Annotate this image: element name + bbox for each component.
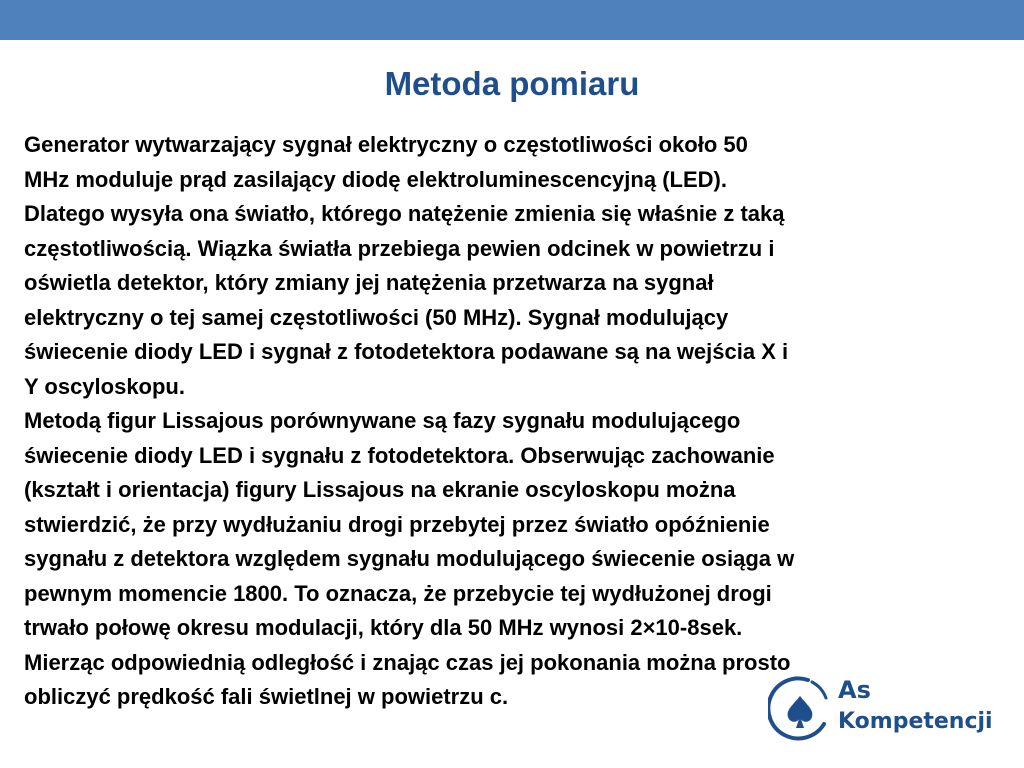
text-line: stwierdzić, że przy wydłużaniu drogi przebytej przez światło opóźnienie: [24, 511, 770, 537]
text-line: częstotliwością. Wiązka światła przebiega pewien odcinek w powietrzu i: [24, 235, 775, 261]
paragraph-1: [24, 128, 1024, 404]
text-line: świecenie diody LED i sygnału z fotodetektora. Obserwując zachowanie: [24, 442, 775, 468]
text-line: Y oscyloskopu.: [24, 373, 185, 399]
text-line: oświetla detektor, który zmiany jej natężenia przetwarza na sygnał: [24, 270, 714, 295]
paragraph-2: [24, 404, 1024, 715]
logo-text-line2: Kompetencji: [838, 709, 993, 734]
text-line: pewnym momencie 1800. To oznacza, że przebycie tej wydłużonej drogi: [24, 580, 772, 606]
text-line: trwało połowę okresu modulacji, który dla 50 MHz wynosi 2×10-8sek.: [24, 615, 743, 640]
slide-title: Metoda pomiaru: [384, 65, 640, 102]
text-line: Metodą figur Lissajous porównywane są fazy sygnału modulującego: [24, 408, 741, 433]
text-line: Dlatego wysyła ona światło, którego natężenie zmienia się właśnie z taką: [24, 201, 785, 226]
text-line: obliczyć prędkość fali świetlnej w powietrzu c.: [24, 684, 509, 709]
slide-body: [24, 128, 1024, 715]
header-bar: [0, 0, 1024, 40]
text-line: MHz moduluje prąd zasilający diodę elektroluminescencyjną (LED).: [24, 166, 727, 192]
text-line: Mierząc odpowiednią odległość i znając czas jej pokonania można prosto: [24, 649, 791, 675]
spade-in-circle-icon: [768, 674, 832, 748]
text-line: elektryczny o tej samej częstotliwości (50 MHz). Sygnał modulujący: [24, 304, 729, 330]
text-line: Generator wytwarzający sygnał elektryczny o częstotliwości około 50: [24, 132, 748, 157]
text-line: (kształt i orientacja) figury Lissajous na ekranie oscyloskopu można: [24, 477, 736, 502]
text-line: świecenie diody LED i sygnał z fotodetektora podawane są na wejścia X i: [24, 339, 789, 364]
as-kompetencji-logo: [768, 674, 998, 748]
text-line: sygnału z detektora względem sygnału modulującego świecenie osiąga w: [24, 546, 795, 571]
logo-text-line1: As: [838, 676, 871, 704]
